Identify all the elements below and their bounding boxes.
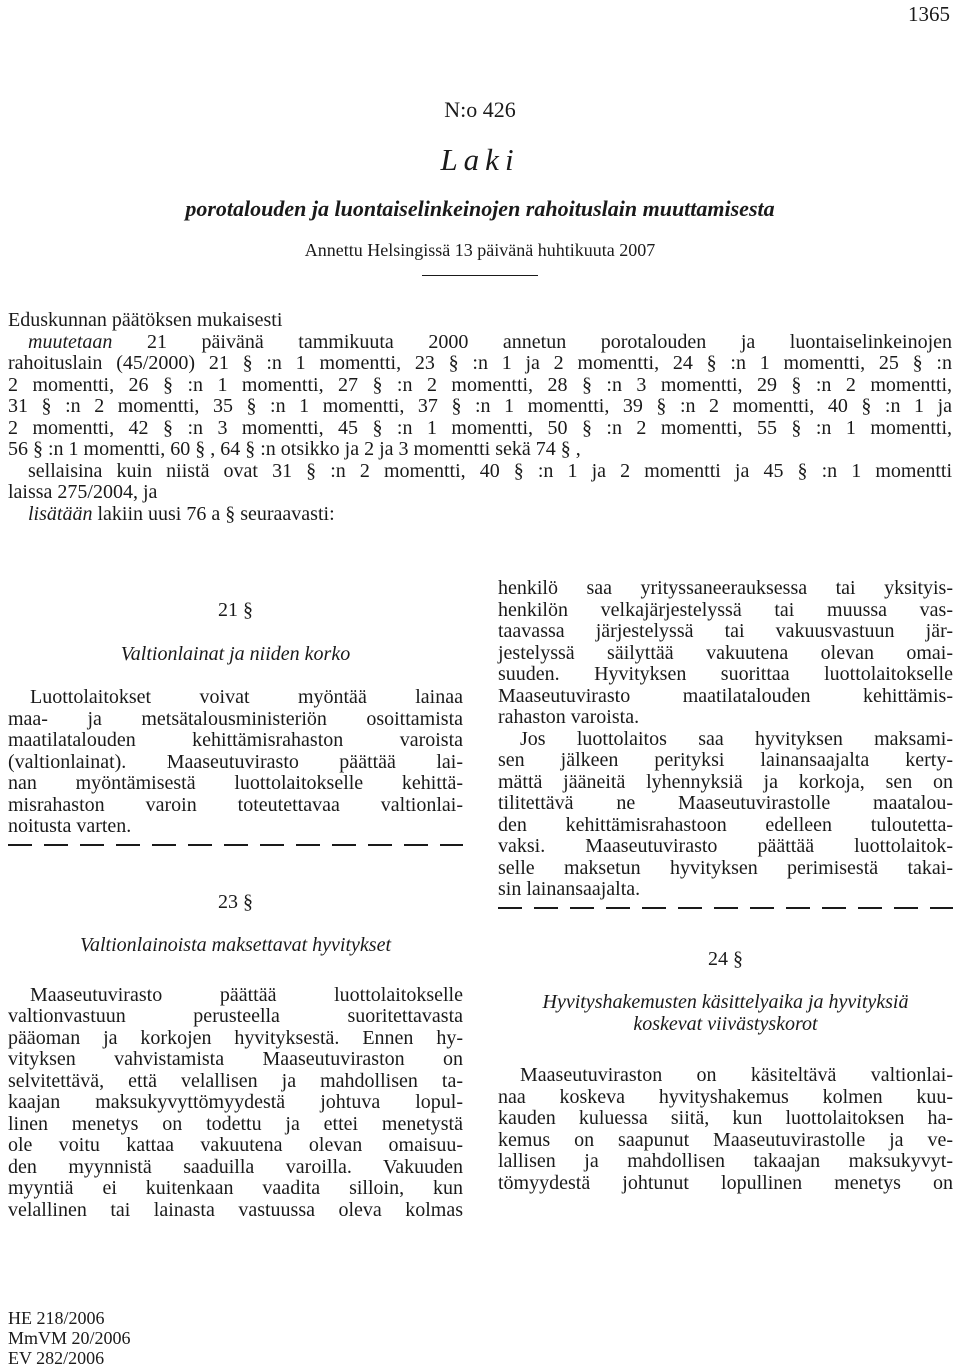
text-line: Maaseutuviraston on käsiteltävä valtionlai- [520,1064,953,1086]
preamble-line: rahoituslain (45/2000) 21 § :n 1 momentti, 23 § :n 1 ja 2 momentti, 24 § :n 1 momentti, 25 § :n [8,352,952,374]
text-line: vaksi. Maaseutuvirasto päättää luottolaitok- [498,835,953,857]
text-line: maatilatalouden kehittämisrahaston varoista [8,729,463,751]
preamble-line: 56 § :n 1 momentti, 60 § , 64 § :n otsikko ja 2 ja 3 momentti sekä 74 § , [8,438,581,460]
text-line: Jos luottolaitos saa hyvityksen maksami- [520,727,953,750]
text-line: vityksen vahvistamista Maaseutuviraston on [8,1048,463,1070]
preamble [8,310,952,525]
reference-line: EV 282/2006 [8,1348,105,1368]
text-line: (valtionlainat). Maaseutuvirasto päättää lai- [8,750,463,773]
right-column [498,578,953,1194]
amend-verb: muutetaan [28,330,113,353]
preamble-line: 2 momentti, 42 § :n 3 momentti, 45 § :n 1 momentti, 50 § :n 2 momentti, 55 § :n 1 momentti, [8,416,952,439]
section-24-title-line-2: koskevat viivästyskorot [633,1012,818,1035]
text-line: Maaseutuvirasto maatilatalouden kehittämis- [498,684,953,707]
section-23-paragraph-continued [498,578,953,729]
preamble-line: Eduskunnan päätöksen mukaisesti [8,309,283,331]
left-column [8,578,463,1221]
text-line: kaajan maksukyvyttömyydestä johtuva lopul- [8,1091,463,1113]
section-23-paragraph [8,985,463,1222]
text-line: mättä jääneitä lyhennyksiä ja korkoja, sen on [498,770,953,793]
text-line: henkilön velkajärjestelyssä tai muussa vas- [498,598,953,621]
text-line: tömyydestä johtunut lopullinen menetys on [498,1171,953,1194]
given-date-line: Annettu Helsingissä 13 päivänä huhtikuuta 2007 [304,240,656,260]
section-21-paragraph [8,687,463,838]
text-line: misrahaston varoin toteutettavaa valtionlai- [8,793,463,816]
preamble-line: sellaisina kuin niistä ovat 31 § :n 2 momentti, 40 § :n 1 ja 2 momentti ja 45 § :n 1 momentti [28,459,952,482]
text-line: jestelyssä säilyttää vakuutena olevan omai- [498,641,953,664]
text-line: noitusta varten. [8,815,132,837]
preamble-line [8,504,952,526]
text-line: nan myöntämisestä luottolaitokselle kehittä- [8,772,463,794]
preamble-line: 31 § :n 2 momentti, 35 § :n 1 momentti, 37 § :n 1 momentti, 39 § :n 2 momentti, 40 § :n 1 ja [8,395,952,417]
section-23-title: Valtionlainoista maksettavat hyvitykset [79,934,392,956]
section-23-number: 23 § [218,890,253,913]
legislative-references [8,1308,131,1368]
section-24-paragraph [498,1065,953,1194]
preamble-line: 2 momentti, 26 § :n 1 momentti, 27 § :n 2 momentti, 28 § :n 3 momentti, 29 § :n 2 momentti, [8,373,952,396]
act-title: porotalouden ja luontaiselinkeinojen rahoituslain muuttamisesta [185,196,775,221]
text-line: den kehittämisrahastoon edelleen tuloutetta- [498,813,953,836]
text-line: valtionvastuun perusteella suoritettavasta [8,1005,463,1027]
title-divider [422,275,538,276]
text-line: kauden kuluessa siitä, kun luottolaitoksen ha- [498,1107,953,1129]
act-number: N:o 426 [444,97,516,122]
text-line: ole voitu kattaa vakuutena olevan omaisuu- [8,1134,463,1156]
section-21-number: 21 § [218,599,253,621]
text-line: taavassa järjestelyssä tai vakuusvastuun jär- [498,620,953,642]
text-line: naa koskeva hyvityshakemus kolmen kuu- [498,1085,953,1108]
text-line: kemus on saapunut Maaseutuvirastolle ja ve- [498,1128,953,1151]
text-line: sin lainansaajalta. [498,878,641,900]
text-line: velallinen tai lainasta vastuussa oleva kolmas [8,1198,463,1221]
text-line: myyntiä ei kuitenkaan vaadita silloin, kun [8,1177,463,1199]
section-21-title: Valtionlainat ja niiden korko [120,642,351,665]
text-line: selvitettävä, että velallisen ja mahdollisen ta- [8,1069,463,1092]
text-line: selle maksetun hyvityksen perimisestä takai- [498,856,953,879]
text-line: den myynnistä saaduilla varoilla. Vakuuden [8,1155,463,1178]
text-line: rahaston varoista. [498,706,640,728]
reference-line: MmVM 20/2006 [8,1328,131,1348]
text-line: tilitettävä ne Maaseutuvirastolle maatalou- [498,792,953,814]
text-line: sen jälkeen perityksi lainansaajalta kerty- [498,749,953,771]
text-line: henkilö saa yrityssaneerauksessa tai yksityis- [498,577,953,599]
section-24-number: 24 § [708,947,743,970]
page-number: 1365 [908,2,950,26]
text-line: suuden. Hyvityksen suorittaa luottolaitokselle [498,663,953,685]
text-line: pääoman ja korkojen hyvityksestä. Ennen hy- [8,1026,463,1049]
preamble-text: lakiin uusi 76 a § seuraavasti: [92,502,335,525]
preamble-text: 21 päivänä tammikuuta 2000 annetun porotalouden ja luontaiselinkeinojen [112,330,952,353]
section-24-title-line-1: Hyvityshakemusten käsittelyaika ja hyvityksiä [542,991,909,1013]
text-line: linen menetys on todettu ja ettei menetystä [8,1112,463,1135]
text-line: lallisen ja mahdollisen takaajan maksukyvyt- [498,1150,953,1172]
reference-line: HE 218/2006 [8,1308,105,1328]
act-type: Laki [440,142,520,177]
text-line: maa- ja metsätalousministeriön osoittamista [8,707,463,730]
text-line: Luottolaitokset voivat myöntää lainaa [30,686,463,708]
text-line: Maaseutuvirasto päättää luottolaitokselle [30,983,463,1006]
preamble-line [8,332,952,354]
preamble-line: laissa 275/2004, ja [8,481,158,503]
section-23-paragraph-2 [498,729,953,901]
add-verb: lisätään [28,502,93,525]
